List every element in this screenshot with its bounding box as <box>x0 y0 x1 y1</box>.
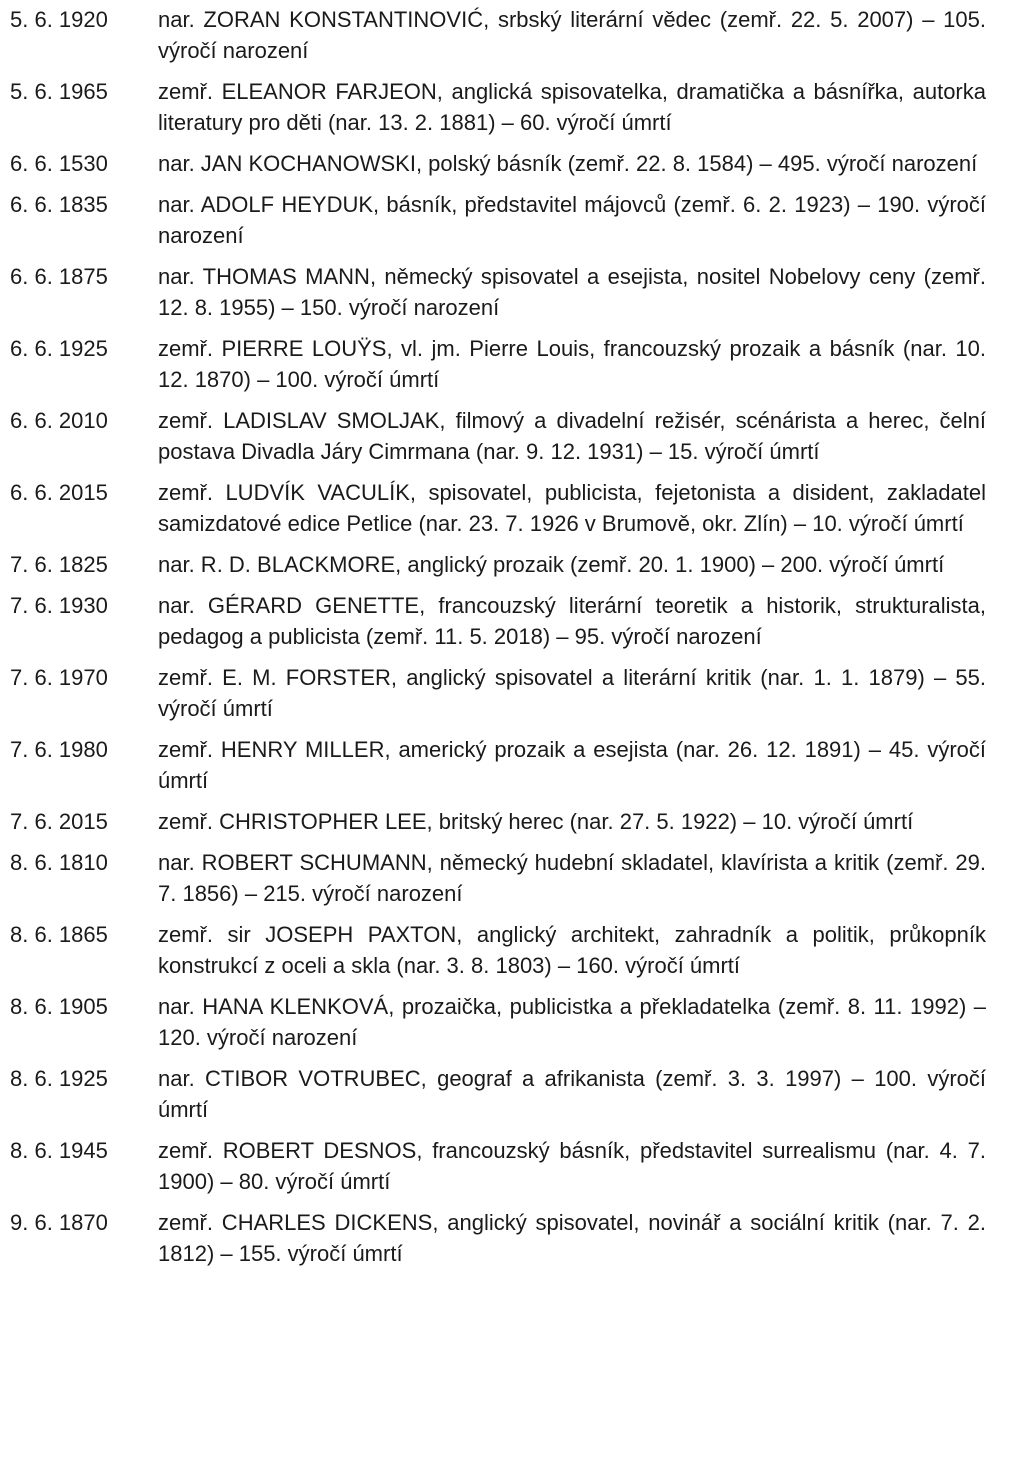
list-item <box>0 662 1020 724</box>
entry-text: nar. THOMAS MANN, německý spisovatel a esejista, nositel Nobelovy ceny (zemř. 12. 8. 1955) – 150. výročí narození <box>158 264 986 320</box>
list-item <box>0 806 1020 837</box>
entry-text: nar. ZORAN KONSTANTINOVIĆ, srbský literární vědec (zemř. 22. 5. 2007) – 105. výročí narození <box>158 7 986 63</box>
list-item <box>0 405 1020 467</box>
entry-text: zemř. ELEANOR FARJEON, anglická spisovatelka, dramatička a básnířka, autorka literatury pro děti (nar. 13. 2. 1881) – 60. výročí úmrtí <box>158 79 986 135</box>
entry-date: 5. 6. 1965 <box>10 79 108 104</box>
entry-text: nar. HANA KLENKOVÁ, prozaička, publicistka a překladatelka (zemř. 8. 11. 1992) – 120. výročí narození <box>158 994 986 1050</box>
entry-text: zemř. HENRY MILLER, americký prozaik a esejista (nar. 26. 12. 1891) – 45. výročí úmrtí <box>158 737 986 793</box>
list-item <box>0 734 1020 796</box>
list-item <box>0 333 1020 395</box>
entry-text: nar. R. D. BLACKMORE, anglický prozaik (zemř. 20. 1. 1900) – 200. výročí úmrtí <box>158 552 945 577</box>
entry-date: 6. 6. 1530 <box>10 151 108 176</box>
entry-text: nar. GÉRARD GENETTE, francouzský literární teoretik a historik, strukturalista, pedagog a publicista (zemř. 11. 5. 2018) – 95. výročí narození <box>158 593 986 649</box>
entry-date: 7. 6. 1970 <box>10 665 108 690</box>
entry-text: nar. CTIBOR VOTRUBEC, geograf a afrikanista (zemř. 3. 3. 1997) – 100. výročí úmrtí <box>158 1066 986 1122</box>
entry-date: 8. 6. 1865 <box>10 922 108 947</box>
list-item <box>0 1207 1020 1269</box>
list-item <box>0 261 1020 323</box>
list-item <box>0 1063 1020 1125</box>
entry-text: nar. ROBERT SCHUMANN, německý hudební skladatel, klavírista a kritik (zemř. 29. 7. 1856) – 215. výročí narození <box>158 850 986 906</box>
list-item <box>0 76 1020 138</box>
entry-date: 8. 6. 1810 <box>10 850 108 875</box>
list-item <box>0 477 1020 539</box>
entry-date: 9. 6. 1870 <box>10 1210 108 1235</box>
list-item <box>0 189 1020 251</box>
entry-text: zemř. LADISLAV SMOLJAK, filmový a divadelní režisér, scénárista a herec, čelní postava Divadla Járy Cimrmana (nar. 9. 12. 1931) – 15. výročí úmrtí <box>158 408 986 464</box>
entry-date: 7. 6. 1825 <box>10 552 108 577</box>
entry-text: zemř. sir JOSEPH PAXTON, anglický architekt, zahradník a politik, průkopník konstrukcí z oceli a skla (nar. 3. 8. 1803) – 160. výročí úmrtí <box>158 922 986 978</box>
entry-date: 8. 6. 1925 <box>10 1066 108 1091</box>
list-item <box>0 919 1020 981</box>
list-item <box>0 148 1020 179</box>
entry-date: 8. 6. 1905 <box>10 994 108 1019</box>
entry-date: 6. 6. 1835 <box>10 192 108 217</box>
list-item <box>0 4 1020 66</box>
list-item <box>0 991 1020 1053</box>
entry-text: zemř. E. M. FORSTER, anglický spisovatel a literární kritik (nar. 1. 1. 1879) – 55. výročí úmrtí <box>158 665 986 721</box>
entry-text: zemř. LUDVÍK VACULÍK, spisovatel, publicista, fejetonista a disident, zakladatel samizdatové edice Petlice (nar. 23. 7. 1926 v Brumově, okr. Zlín) – 10. výročí úmrtí <box>158 480 986 536</box>
list-item <box>0 1135 1020 1197</box>
entry-date: 7. 6. 2015 <box>10 809 108 834</box>
entry-date: 5. 6. 1920 <box>10 7 108 32</box>
entry-date: 6. 6. 1875 <box>10 264 108 289</box>
entry-text: zemř. CHRISTOPHER LEE, britský herec (nar. 27. 5. 1922) – 10. výročí úmrtí <box>158 809 914 834</box>
entry-date: 8. 6. 1945 <box>10 1138 108 1163</box>
entry-date: 6. 6. 2015 <box>10 480 108 505</box>
entry-text: zemř. ROBERT DESNOS, francouzský básník, představitel surrealismu (nar. 4. 7. 1900) – 80. výročí úmrtí <box>158 1138 986 1194</box>
list-item <box>0 549 1020 580</box>
entry-date: 6. 6. 1925 <box>10 336 108 361</box>
entry-date: 7. 6. 1930 <box>10 593 108 618</box>
entry-text: nar. JAN KOCHANOWSKI, polský básník (zemř. 22. 8. 1584) – 495. výročí narození <box>158 151 978 176</box>
entry-text: nar. ADOLF HEYDUK, básník, představitel májovců (zemř. 6. 2. 1923) – 190. výročí narození <box>158 192 986 248</box>
entry-text: zemř. CHARLES DICKENS, anglický spisovatel, novinář a sociální kritik (nar. 7. 2. 1812) – 155. výročí úmrtí <box>158 1210 986 1266</box>
entry-date: 7. 6. 1980 <box>10 737 108 762</box>
list-item <box>0 847 1020 909</box>
list-item <box>0 590 1020 652</box>
entry-text: zemř. PIERRE LOUŸS, vl. jm. Pierre Louis, francouzský prozaik a básník (nar. 10. 12. 1870) – 100. výročí úmrtí <box>158 336 986 392</box>
entry-date: 6. 6. 2010 <box>10 408 108 433</box>
